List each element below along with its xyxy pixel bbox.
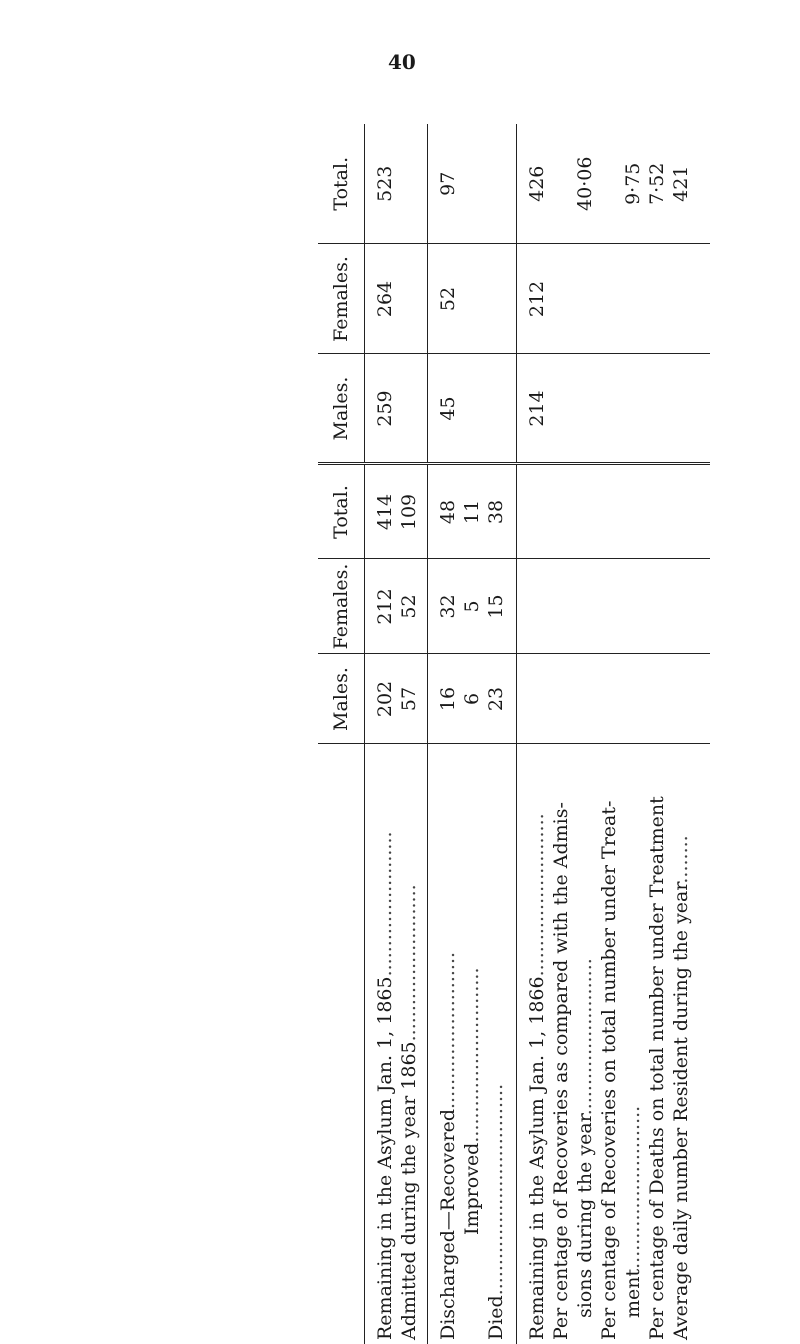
row-label-text: Per centage of Recoveries as compared with the Admis- (549, 802, 572, 1340)
row-label (373, 749, 397, 1341)
cell-value (525, 470, 549, 555)
row-label-text: ment (621, 1268, 644, 1318)
cell-value (645, 470, 669, 555)
cell-value (645, 659, 669, 740)
row-label (525, 749, 549, 1341)
cell-value (549, 470, 573, 555)
cell-value: 5 (460, 600, 483, 613)
cell-value (621, 249, 645, 350)
cell-value (549, 564, 573, 650)
cell-value: 9·75 (621, 162, 644, 205)
cell-value (621, 359, 645, 459)
cell-value: 45 (436, 396, 459, 421)
cell-value (484, 128, 508, 240)
cell-value (597, 564, 621, 650)
cell-value (669, 564, 693, 650)
row-label (597, 749, 621, 1341)
cell-value (645, 249, 669, 350)
cell-value (573, 249, 597, 350)
leader-dots: ........................... (621, 1105, 644, 1269)
row-label (436, 749, 460, 1341)
leader-dots: ........ (669, 835, 692, 884)
cell-value (460, 128, 484, 240)
cell-value: 214 (525, 390, 548, 427)
column-header: Females. (318, 244, 365, 354)
row-label-text: Died (484, 1295, 507, 1340)
cell-value (597, 470, 621, 555)
cell-value (549, 249, 573, 350)
row-label-text: Remaining in the Asylum Jan. 1, 1865 (374, 976, 397, 1340)
admissions-table (318, 124, 710, 1344)
cell-value (549, 128, 573, 240)
cell-value (397, 359, 421, 459)
column-header: Total. (318, 464, 365, 559)
cell-value (573, 659, 597, 740)
cell-value (645, 359, 669, 459)
cell-value (621, 659, 645, 740)
row-label (460, 749, 484, 1341)
row-label (645, 749, 669, 1341)
cell-value (597, 359, 621, 459)
cell-value: 48 (436, 499, 459, 525)
cell-value (597, 659, 621, 740)
cell-value (573, 470, 597, 555)
cell-value: 264 (374, 280, 397, 318)
cell-value (549, 359, 573, 459)
row-label-text: Remaining in the Asylum Jan. 1, 1866 (525, 976, 548, 1340)
cell-value (397, 128, 421, 240)
cell-value (669, 659, 693, 740)
row-label (621, 749, 645, 1341)
leader-dots: ........................ (374, 831, 397, 977)
table-row-group (516, 124, 710, 1344)
table-row-group (427, 124, 516, 1344)
cell-value: 6 (460, 692, 483, 706)
cell-value: 15 (484, 594, 507, 619)
cell-value (597, 128, 621, 240)
row-label (397, 749, 421, 1341)
cell-value: 52 (398, 594, 421, 619)
cell-value (460, 359, 484, 459)
cell-value (484, 359, 508, 459)
leader-dots: .......................... (436, 951, 459, 1109)
cell-value: 57 (398, 686, 421, 712)
row-label (669, 749, 693, 1341)
cell-value: 212 (525, 280, 548, 318)
cell-value: 52 (436, 286, 459, 312)
cell-value (573, 564, 597, 650)
cell-value: 32 (436, 594, 459, 619)
column-header: Males. (318, 354, 365, 464)
cell-value (525, 564, 549, 650)
row-label (549, 749, 573, 1341)
header-row (318, 124, 365, 1344)
column-header: Total. (318, 124, 365, 244)
row-label-text: Improved (460, 1142, 483, 1235)
cell-value (397, 249, 421, 350)
cell-value: 40·06 (573, 156, 596, 211)
cell-value: 11 (460, 499, 483, 525)
leader-dots: ................................... (484, 1083, 507, 1296)
cell-value (549, 659, 573, 740)
page-number: 40 (388, 50, 416, 74)
column-header: Females. (318, 559, 365, 654)
row-label (573, 749, 597, 1341)
cell-value (669, 470, 693, 555)
cell-value (669, 359, 693, 459)
column-header: Males. (318, 654, 365, 744)
cell-value: 16 (436, 686, 459, 712)
leader-dots: .......................... (573, 958, 596, 1116)
row-label-text: Average daily number Resident during the year (669, 883, 692, 1340)
table-row-group (365, 124, 428, 1344)
leader-dots: .......................... (398, 884, 421, 1042)
cell-value (669, 249, 693, 350)
cell-value: 23 (484, 686, 507, 712)
cell-value: 421 (669, 165, 692, 202)
cell-value: 97 (436, 171, 459, 196)
cell-value (645, 564, 669, 650)
cell-value: 7·52 (645, 162, 668, 205)
cell-value: 212 (374, 588, 397, 625)
row-label-text: Per centage of Recoveries on total number under Treat- (597, 800, 620, 1340)
cell-value (525, 659, 549, 740)
row-label-text: Discharged—Recovered (436, 1108, 459, 1340)
row-label-text: Admitted during the year 1865 (398, 1041, 421, 1340)
cell-value (621, 470, 645, 555)
leader-dots: ........................... (525, 813, 548, 977)
cell-value (597, 249, 621, 350)
cell-value: 523 (374, 165, 397, 202)
cell-value (621, 564, 645, 650)
cell-value: 38 (484, 499, 507, 525)
row-label (484, 749, 508, 1341)
row-label-text: sions during the year (573, 1115, 596, 1318)
cell-value (460, 249, 484, 350)
leader-dots: ............................. (460, 967, 483, 1143)
cell-value: 259 (374, 390, 397, 427)
cell-value: 414 (374, 493, 397, 531)
cell-value (484, 249, 508, 350)
cell-value (573, 359, 597, 459)
cell-value: 426 (525, 165, 548, 202)
cell-value: 202 (374, 680, 397, 718)
cell-value: 109 (398, 493, 421, 531)
row-label-text: Per centage of Deaths on total number under Treatment (645, 796, 668, 1340)
